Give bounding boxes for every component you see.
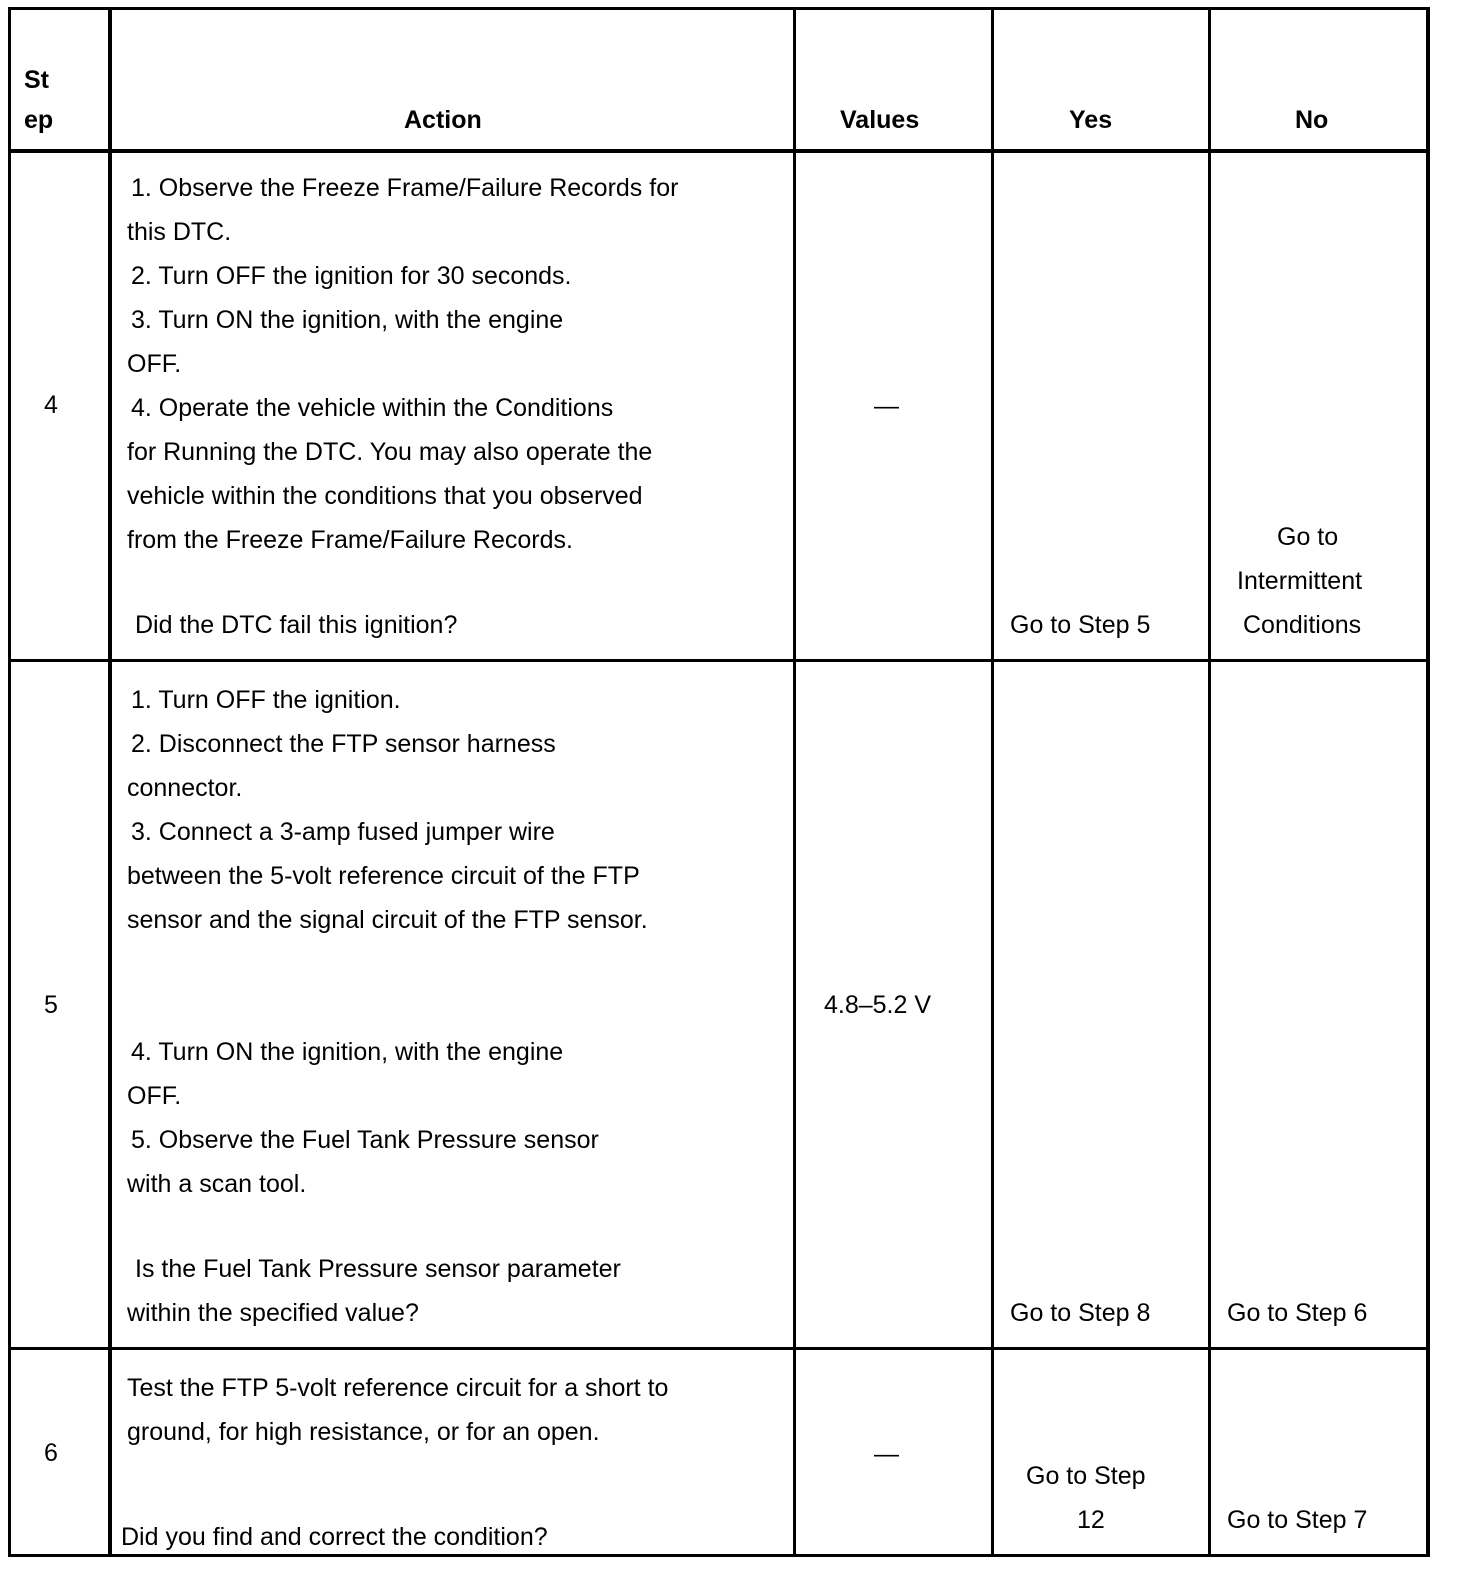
value-cell: — [874,1440,899,1468]
column-divider-step [108,7,112,1557]
column-divider-values [991,7,994,1557]
action-line: 1. Turn OFF the ignition. [131,686,401,714]
action-line: vehicle within the conditions that you observed [127,482,643,510]
action-line: 4. Turn ON the ignition, with the engine [131,1038,564,1066]
action-line: Test the FTP 5-volt reference circuit for a short to [127,1374,669,1402]
column-divider-action [793,7,796,1557]
action-line: from the Freeze Frame/Failure Records. [127,526,573,554]
action-line: ground, for high resistance, or for an open. [127,1418,600,1446]
yes-cell: Go to Step 5 [1010,611,1151,639]
table-border-top [8,7,1430,10]
action-line: connector. [127,774,243,802]
value-cell: 4.8–5.2 V [824,991,932,1019]
action-question: Is the Fuel Tank Pressure sensor parameter [135,1255,621,1283]
no-cell: Go to Step 7 [1227,1506,1368,1534]
yes-cell: Go to Step 8 [1010,1299,1151,1327]
action-line: 2. Disconnect the FTP sensor harness [131,730,556,758]
no-cell-line: Conditions [1243,611,1362,639]
step-number: 6 [44,1439,58,1467]
action-question: Did you find and correct the condition? [121,1523,548,1551]
action-line: OFF. [127,350,182,378]
header-values: Values [840,106,920,134]
header-step-line1: St [24,66,49,94]
step-number: 5 [44,991,58,1019]
action-line: between the 5-volt reference circuit of the FTP [127,862,640,890]
value-cell: — [874,392,899,420]
header-divider [8,149,1430,153]
action-line: OFF. [127,1082,182,1110]
action-line: with a scan tool. [127,1170,307,1198]
table-border-bottom [8,1554,1430,1557]
action-line: 3. Turn ON the ignition, with the engine [131,306,564,334]
header-yes: Yes [1069,106,1113,134]
yes-cell-line: 12 [1077,1506,1105,1534]
column-divider-yes [1208,7,1211,1557]
row-divider-4-5 [8,659,1430,662]
no-cell-line: Intermittent [1237,567,1363,595]
action-line: 4. Operate the vehicle within the Conditions [131,394,614,422]
table-border-left [8,7,11,1557]
action-line: 5. Observe the Fuel Tank Pressure sensor [131,1126,599,1154]
no-cell-line: Go to [1277,523,1339,551]
action-question: within the specified value? [127,1299,419,1327]
action-line: for Running the DTC. You may also operate the [127,438,653,466]
action-line: 2. Turn OFF the ignition for 30 seconds. [131,262,572,290]
header-action: Action [404,106,482,134]
table-border-right [1426,7,1430,1557]
action-line: 1. Observe the Freeze Frame/Failure Records for [131,174,679,202]
header-step-line2: ep [24,106,54,134]
yes-cell-line: Go to Step [1026,1462,1146,1490]
row-divider-5-6 [8,1347,1430,1350]
action-line: this DTC. [127,218,232,246]
action-line: sensor and the signal circuit of the FTP sensor. [127,906,648,934]
no-cell: Go to Step 6 [1227,1299,1368,1327]
step-number: 4 [44,391,58,419]
header-no: No [1295,106,1329,134]
action-question: Did the DTC fail this ignition? [135,611,458,639]
action-line: 3. Connect a 3-amp fused jumper wire [131,818,555,846]
